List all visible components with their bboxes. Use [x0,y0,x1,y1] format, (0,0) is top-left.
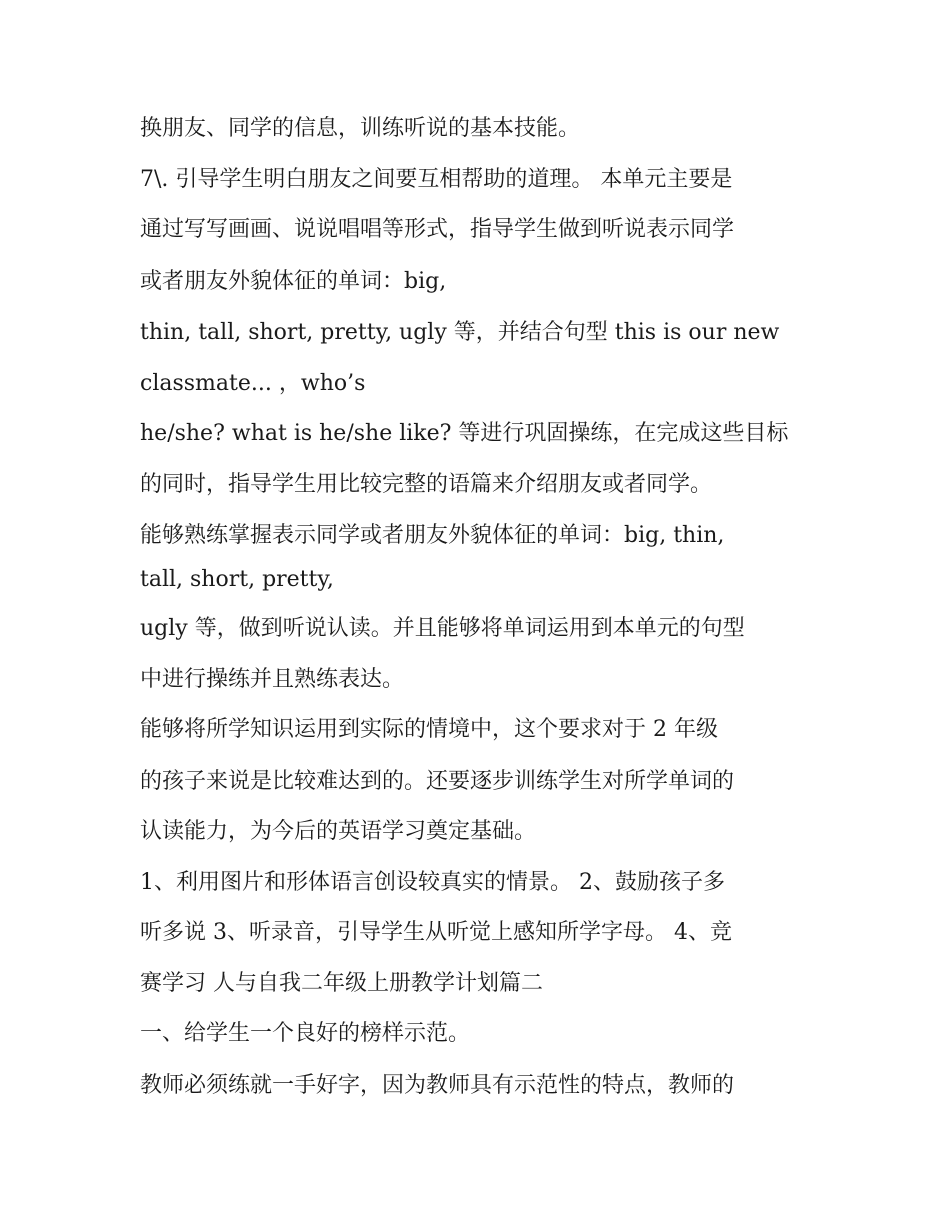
text-line: 或者朋友外貌体征的单词：big, [140,269,447,294]
text-line: 听多说 3、听录音，引导学生从听觉上感知所学字母。 4、竞 [140,920,732,945]
text-line: tall, short, pretty, [140,567,334,592]
text-line: 7\. 引导学生明白朋友之间要互相帮助的道理。 本单元主要是 [140,167,733,192]
text-line: 换朋友、同学的信息，训练听说的基本技能。 [140,116,581,141]
text-line: 认读能力，为今后的英语学习奠定基础。 [140,819,537,844]
text-line: he/she? what is he/she like? 等进行巩固操练，在完成这些目标 [140,421,789,446]
text-line: 的孩子来说是比较难达到的。还要逐步训练学生对所学单词的 [140,769,735,794]
text-line: 1、利用图片和形体语言创设较真实的情景。 2、鼓励孩子多 [140,870,725,895]
text-line: 的同时，指导学生用比较完整的语篇来介绍朋友或者同学。 [140,472,713,497]
text-line: 一、给学生一个良好的榜样示范。 [140,1021,471,1046]
text-line: 赛学习 人与自我二年级上册教学计划篇二 [140,971,543,996]
text-line: 能够将所学知识运用到实际的情境中，这个要求对于 2 年级 [140,717,718,742]
text-line: classmate... ，who’s [140,371,366,396]
text-line: ugly 等，做到听说认读。并且能够将单词运用到本单元的句型 [140,616,745,641]
text-line: 教师必须练就一手好字，因为教师具有示范性的特点，教师的 [140,1073,735,1098]
text-line: 能够熟练掌握表示同学或者朋友外貌体征的单词：big, thin, [140,523,725,548]
text-line: 通过写写画画、说说唱唱等形式，指导学生做到听说表示同学 [140,217,735,242]
text-line: thin, tall, short, pretty, ugly 等，并结合句型 this is our new [140,320,780,345]
text-line: 中进行操练并且熟练表达。 [140,667,405,692]
